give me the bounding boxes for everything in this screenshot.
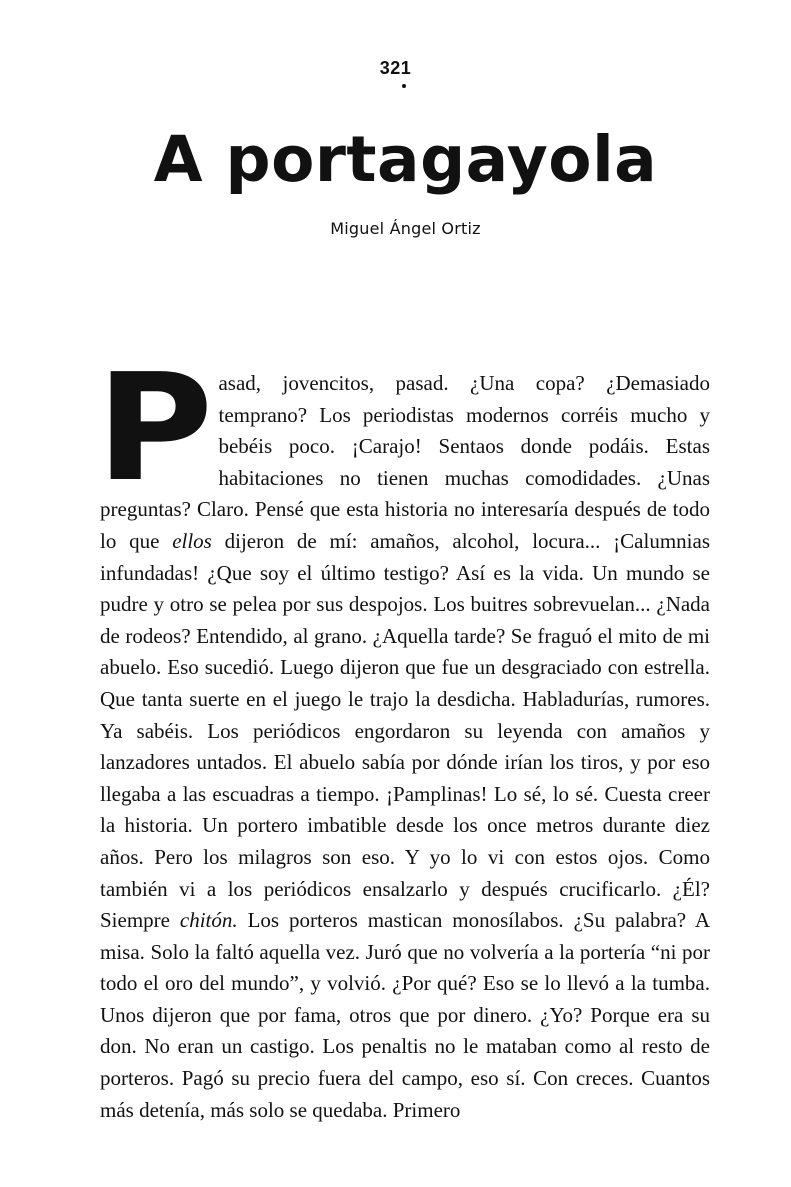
page-number: 321	[379, 58, 412, 78]
article-body	[96, 342, 711, 1126]
page-number-dot	[402, 84, 406, 88]
body-text-part-1: asad, jovencitos, pasad. ¿Una copa? ¿Demasiado temprano? Los periodistas modernos corréis mucho y bebéis poco. ¡Carajo! Sentaos donde podáis. Estas habitaciones no tienen muchas comodidades. ¿Unas preguntas? Claro. Pensé que esta historia no interesaría después de todo lo que	[100, 371, 710, 553]
body-text-part-3: Los porteros mastican monosílabos. ¿Su palabra? A misa. Solo la faltó aquella vez. Juró que no volvería a la portería “ni por todo el oro del mundo”, y volvió. ¿Por qué? Eso se lo llevó a la tumba. Unos dijeron que por fama, otros que por dinero. ¿Yo? Porque era su don. No eran un castigo. Los penaltis no le mataban como al resto de porteros. Pagó su precio fuera del campo, eso sí. Con creces. Cuantos más detenía, más solo se quedaba. Primero	[100, 908, 711, 1122]
article-author: Miguel Ángel Ortiz	[330, 219, 481, 238]
drop-cap: P	[96, 342, 214, 514]
article-title: A portagayola	[153, 123, 658, 196]
emphasis-chiton: chitón.	[179, 908, 238, 933]
emphasis-ellos: ellos	[172, 528, 212, 553]
body-text-part-2: dijeron de mí: amaños, alcohol, locura... ¡Calumnias infundadas! ¿Que soy el último testigo? Así es la vida. Un mundo se pudre y otro se pelea por sus despojos. Los buitres sobrevuelan... ¿Nada de rodeos? Entendido, al grano. ¿Aquella tarde? Se fraguó el mito de mi abuelo. Eso sucedió. Luego dijeron que fue un desgraciado con estrella. Que tanta suerte en el juego le trajo la desdicha. Habladurías, rumores. Ya sabéis. Los periódicos engordaron su leyenda con amaños y lanzadores untados. El abuelo sabía por dónde irían los tiros, y por eso llegaba a las escuadras a tiempo. ¡Pamplinas! Lo sé, lo sé. Cuesta creer la historia. Un portero imbatible desde los once metros durante diez años. Pero los milagros son eso. Y yo lo vi con estos ojos. Como también vi a los periódicos ensalzarlo y después crucificarlo. ¿Él? Siempre	[100, 528, 710, 933]
